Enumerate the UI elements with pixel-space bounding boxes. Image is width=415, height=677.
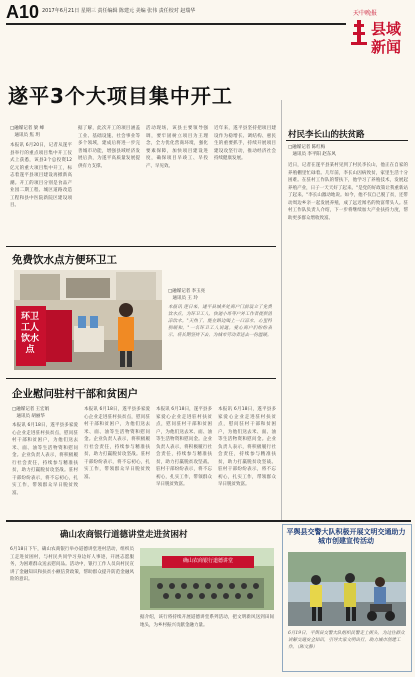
traffic-caption: 6月19日，平舆县交警大队组织民警走上街头，为过往群众讲解交通安全知识，引导大家文明出行，助力城市创建工作。（陈文静） xyxy=(288,631,405,650)
header-meta: 2017年6月21日 星期三 责任编辑 陈建元 美编 张伟 责任校对 赵瑞华 xyxy=(42,8,196,14)
traffic-headline: 平舆县交警大队积极开展文明交通助力城市创建宣传活动 xyxy=(286,528,406,545)
sidebar-byline: □融媒记者 陈红梅 通讯员 李平阳 赵东风 xyxy=(288,145,336,157)
bank-photo xyxy=(140,548,274,610)
bank-text-2: 据介绍，该行将持续开展道德讲堂系列活动，把文明新风送到田间地头，为乡村振兴贡献金融力量。 xyxy=(140,615,274,628)
traffic-photo xyxy=(288,552,406,626)
story3-headline: 企业慰问驻村干部和贫困户 xyxy=(12,388,138,400)
sidebar-headline: 村民李长山的扶贫路 xyxy=(288,130,365,140)
lead-col-4: 近年来，遂平县坚持把项目建设作为稳增长、调结构、惠民生的重要抓手，持续开展项目建设攻坚行动，推动经济社会持续健康发展。 xyxy=(214,126,276,161)
story3-byline: □融媒记者 王宏娟 通讯员 胡丽华 xyxy=(12,407,50,419)
lead-col-2: 据了解，此次开工的项目涵盖工业、基础设施、社会事业等多个领域，建成后将进一步完善城市功能，增强县域经济发展后劲，为遂平高质量发展提供有力支撑。 xyxy=(78,126,140,169)
story3-top-rule xyxy=(6,378,276,379)
bank-text: 6月18日下午，确山农商银行举办道德讲堂进村活动，组织员工走进贫困村，与村民共同学习身边好人事迹，开展志愿服务，为困难群众送去慰问品。活动中，银行工作人员向村民宣讲了金融知识和扶贫小额信贷政策，帮助群众提升防范金融风险的意识。 xyxy=(10,547,134,582)
bank-banner-text: 确山农商银行道德讲堂 xyxy=(182,558,233,564)
lead-byline: □融媒记者 梁 峰 通讯员 焦 玥 xyxy=(10,126,45,138)
lead-col-1: 本报讯 6月20日，记者从遂平县举行的重点项目集中开工仪式上获悉，该县3个总投资12亿元的重大项目集中开工，标志着遂平县项目建设再掀新高潮。开工的项目分别是食品产业园二期工程、城区道路改造工程和县中医院新院区建设项目。 xyxy=(10,143,72,208)
story2-top-rule xyxy=(6,246,276,247)
sidebar-text: 近日，记者在遂平县某村见到了村民李长山，他正在自家的养殖棚里忙碌着。几年前，李长山因病致贫，家里生活十分困难。在驻村工作队的帮扶下，他学习了养殖技术，发展起养殖产业，日子一天天好了起来。"是党的好政策让我重新站了起来。"李长山激动地说。如今，他不仅自己脱了贫，还带动周边乡亲一起发展养殖，成了远近闻名的致富带头人。驻村工作队负责人介绍，下一步将继续加大产业扶持力度，帮助更多群众增收致富。 xyxy=(288,163,408,221)
page-number: A10 xyxy=(6,2,40,22)
section-name: 县域新闻 xyxy=(371,20,402,56)
story2-headline: 免费饮水点方便环卫工 xyxy=(12,254,117,266)
story2-photo xyxy=(14,270,162,370)
header-rule xyxy=(6,23,346,25)
story2-byline: □融媒记者 李玉亮 通讯员 王 玲 xyxy=(168,289,206,301)
masthead-logo xyxy=(347,0,411,96)
column-divider xyxy=(281,100,282,520)
bottom-section-rule xyxy=(6,520,411,522)
bank-headline: 确山农商银行道德讲堂走进贫困村 xyxy=(60,530,188,540)
sidebar-rule xyxy=(286,140,408,141)
tower-icon xyxy=(349,18,369,46)
story2-text: 本报讯 连日来，遂平县城多处商户门前设立了免费饮水点，为环卫工人、快递小哥等户外工作者提供清凉饮水。"天热了，能在路边喝上一口凉水，心里特别暖和。"一名环卫工人说道。爱心商户们纷纷表示，将长期坚持下去，为城市劳动者送去一份温暖。 xyxy=(168,305,272,338)
poster-text: 环卫工人饮水点 xyxy=(20,312,39,355)
story3-col-4: 本报讯 6月18日，遂平县多家爱心企业走进驻村扶贫点，慰问驻村干部和贫困户，为他们送去米、面、油等生活物资和慰问金。企业负责人表示，将积极履行社会责任，持续参与精准扶贫，助力打赢脱贫攻坚战。驻村干部纷纷表示，将不忘初心，扎实工作，带领群众早日脱贫致富。 xyxy=(218,407,276,487)
story3-col-1: 本报讯 6月18日，遂平县多家爱心企业走进驻村扶贫点，慰问驻村干部和贫困户，为他们送去米、面、油等生活物资和慰问金。企业负责人表示，将积极履行社会责任，持续参与精准扶贫，助力打赢脱贫攻坚战。驻村干部纷纷表示，将不忘初心，扎实工作，带领群众早日脱贫致富。 xyxy=(12,423,78,496)
story3-col-3: 本报讯 6月18日，遂平县多家爱心企业走进驻村扶贫点，慰问驻村干部和贫困户，为他们送去米、面、油等生活物资和慰问金。企业负责人表示，将积极履行社会责任，持续参与精准扶贫，助力打赢脱贫攻坚战。驻村干部纷纷表示，将不忘初心，扎实工作，带领群众早日脱贫致富。 xyxy=(156,407,212,487)
brand-name: 天中晚报 xyxy=(353,10,378,17)
lead-headline: 遂平3个大项目集中开工 xyxy=(8,84,233,108)
lead-col-3: 活动现场，该县主要领导强调，要牢固树立项目为王理念，全力优化营商环境，强化要素保障，加快项目建设进度，确保项目早竣工、早投产、早见效。 xyxy=(146,126,208,169)
story3-col-2: 本报讯 6月18日，遂平县多家爱心企业走进驻村扶贫点，慰问驻村干部和贫困户，为他们送去米、面、油等生活物资和慰问金。企业负责人表示，将积极履行社会责任，持续参与精准扶贫，助力打赢脱贫攻坚战。驻村干部纷纷表示，将不忘初心，扎实工作，带领群众早日脱贫致富。 xyxy=(84,407,150,480)
